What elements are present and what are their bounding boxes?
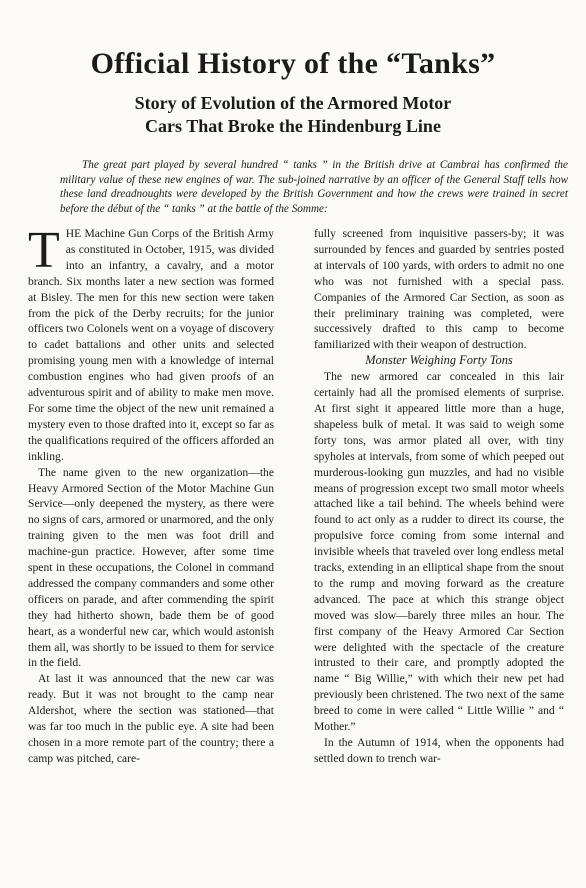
paragraph: At last it was announced that the new car was ready. But it was not brought to the camp near Aldershot, where the section was stationed—that was far too much in the public eye. A site had been chosen in a more remote part of the country; there a camp was pitched, care-	[28, 672, 274, 765]
subtitle-line: Story of Evolution of the Armored Motor	[134, 93, 452, 113]
paragraph: fully screened from inquisitive passers-by; it was surrounded by fences and guarded by sentries posted at intervals of 100 yards, with orders to admit no one who was not furnished with a special pass. Companies of the Armored Car Section, as soon as their preliminary training was completed, were successively drafted to this camp to become familiarized with their weapon of destruction.	[314, 227, 564, 352]
drop-cap: T	[28, 222, 60, 279]
paragraph: The new armored car concealed in this lair certainly had all the promised elements of surprise. At first sight it appeared little more than a huge, shapeless bulk of metal. It was said to weigh some forty tons, was armor plated all over, with tiny spyholes at intervals, from some of which peeped out murderous-looking gun muzzles, and had no visible means of progression except two small motor wheels attached like a tail behind. The wheels behind were found to act only as a rudder to direct its course, the propulsive force coming from some internal and invisible wheels that traveled over long endless metal tracks, extending in an elliptical shape from the snout to the rump and moving forward as the creature advanced. The pace at which this strange object moved was slow—barely three miles an hour. The first company of the Heavy Armored Car Section were delighted with the spectacle of the creature intrusted to their care, and promptly adopted the name “ Big Willie,” with which their new pet had previously been christened. The two next of the same breed to come in were called “ Little Willie ” and “ Mother.”	[314, 370, 564, 734]
intro-paragraph: The great part played by several hundred “ tanks ” in the British drive at Cambrai has confirmed the military value of these new engines of war. The sub-joined narrative by an officer of the General Staff tells how these land dreadnoughts were developed by the British Government and how the crews were trained in secret before the début of the “ tanks ” at the battle of the Somme:	[60, 159, 568, 215]
article-subtitle	[0, 92, 586, 138]
section-subhead: Monster Weighing Forty Tons	[365, 353, 513, 368]
paragraph: In the Autumn of 1914, when the opponents had settled down to trench war-	[314, 736, 564, 765]
column-right	[314, 226, 564, 767]
article-title: Official History of the “Tanks”	[90, 47, 496, 80]
column-left	[28, 222, 274, 767]
paragraph-text: HE Machine Gun Corps of the British Army as constituted in October, 1915, was divided into an infantry, a cavalry, and a motor branch. Six months later a new section was formed at Bisley. The men for this new section were taken from the pick of the Derby recruits; for the junior officers two Colonels went on a voyage of discovery to cadet battalions and other units and selected promising young men with a knowledge of internal combustion engines who had given proofs of an adventurous spirit and of ability to make men move. For some time the object of the new unit remained a mystery even to those drafted into it, except so far as the qualifications required of the officers afforded an inkling.	[28, 227, 274, 463]
subtitle-line: Cars That Broke the Hindenburg Line	[145, 116, 441, 136]
paragraph: The name given to the new organization—the Heavy Armored Section of the Motor Machine Gun Service—only deepened the mystery, as there were no signs of cars, armored or unarmored, and the only training given to the men was foot drill and machine-gun practice. However, after some time spent in these occupations, the Colonel in command addressed the company commanders and some other officers on parade, and after commending the spirit they had hitherto shown, bade them be of good heart, as a wonderful new car, which would astonish them all, was shortly to be issued to them for service in the field.	[28, 465, 274, 670]
paragraph	[28, 222, 274, 465]
